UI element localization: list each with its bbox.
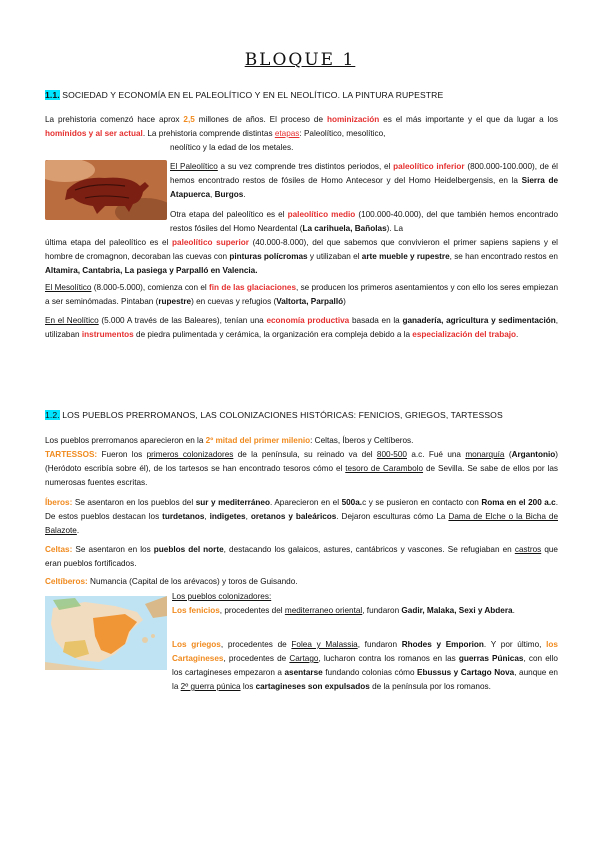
text-span: monarquía xyxy=(465,450,505,459)
text-span: los xyxy=(240,682,256,691)
text-span: . xyxy=(243,190,246,199)
text-span: , aunque en la xyxy=(172,668,558,691)
colonization-map-image xyxy=(45,596,167,670)
section-1-heading xyxy=(45,90,443,100)
text-span: . Y por último, xyxy=(483,640,547,649)
text-span: , procedentes de xyxy=(220,640,292,649)
text-span: hominización xyxy=(326,115,380,124)
text-span: , lucharon contra los romanos en las xyxy=(318,654,459,663)
text-span: Otra etapa del paleolítico es el xyxy=(170,210,288,219)
section-1-heading-text: SOCIEDAD Y ECONOMÍA EN EL PALEOLÍTICO Y EN EL NEOLÍTICO. LA PINTURA RUPESTRE xyxy=(62,90,444,100)
prerroman-intro-paragraph xyxy=(45,434,558,448)
text-span: paleolítico medio xyxy=(287,210,356,219)
text-span: basada en la xyxy=(349,316,403,325)
text-span: . Dejaron esculturas cómo La xyxy=(336,512,449,521)
celtiberos-paragraph xyxy=(45,575,558,589)
text-span: En el Neolítico xyxy=(45,316,99,325)
text-span: , se han encontrado restos en xyxy=(449,252,558,261)
text-span: (100.000-40.000), del que también hemos encontrado restos fósiles del Homo Neardental ( xyxy=(170,210,559,233)
text-span: fin de las glaciaciones xyxy=(209,283,297,292)
prehistory-intro-paragraph xyxy=(45,113,558,141)
fenicios-paragraph xyxy=(172,604,558,618)
text-span: ganadería, agricultura y sedimentación xyxy=(402,316,556,325)
text-span: 2,5 xyxy=(183,115,195,124)
text-span: Celtas: xyxy=(45,545,73,554)
document-title: BLOQUE 1 xyxy=(244,50,356,70)
text-span: Burgos xyxy=(214,190,244,199)
text-span: tesoro de Carambolo xyxy=(345,464,424,473)
text-span: paleolítico superior xyxy=(172,238,249,247)
text-span: . De estos pueblos destacan los xyxy=(45,498,558,521)
tartessos-paragraph xyxy=(45,448,558,490)
text-span: La prehistoria comenzó hace aprox xyxy=(45,115,184,124)
text-span: Íberos: xyxy=(45,498,73,507)
text-span: etapas xyxy=(274,129,300,138)
text-span: ( xyxy=(504,450,512,459)
text-span: de piedra pulimentada y cerámica, la organización era compleja debido a la xyxy=(133,330,413,339)
text-span: rupestre xyxy=(158,297,192,306)
text-span: castros xyxy=(514,545,542,554)
text-span: Celtíberos: xyxy=(45,577,88,586)
text-span: Altamira, Cantabria, La pasiega y Parpalló en Valencia. xyxy=(45,266,258,275)
text-span: los Cartagineses xyxy=(172,640,558,663)
text-span: neolítico y la edad de los metales. xyxy=(170,143,294,152)
text-span: . xyxy=(512,606,515,615)
text-span: ) xyxy=(343,297,346,306)
text-span: Rhodes y Emporion xyxy=(401,640,484,649)
text-span: pinturas polícromas xyxy=(229,252,308,261)
section-2-heading xyxy=(45,410,503,420)
text-span: . xyxy=(516,330,519,339)
text-span: paleolítico inferior xyxy=(393,162,465,171)
text-span: Folea y Malassia xyxy=(291,640,358,649)
text-span: instrumentos xyxy=(81,330,134,339)
text-span: TARTESSOS: xyxy=(45,450,98,459)
iberos-paragraph xyxy=(45,496,558,538)
text-span: ) en cuevas y refugios ( xyxy=(191,297,277,306)
griegos-paragraph xyxy=(172,638,558,694)
text-span: asentarse xyxy=(284,668,323,677)
text-span: 2º guerra púnica xyxy=(180,682,241,691)
text-span: especialización del trabajo xyxy=(412,330,517,339)
text-span: de Sevilla. Se sabe de ellos por las numerosas fuentes escritas. xyxy=(45,464,558,487)
text-span: , xyxy=(210,190,215,199)
paleolithic-superior-paragraph xyxy=(45,236,558,278)
text-span: , procedentes de xyxy=(223,654,290,663)
text-span: 500a. xyxy=(341,498,363,507)
text-span: (8.000-5.000), comienza con el xyxy=(91,283,210,292)
text-span: (40.000-8.000), del que sabemos que convivieron el primer sapiens sapiens y el hombre de cromagnon, decoraban las cuevas con xyxy=(45,238,558,261)
text-span: y utilizaban el xyxy=(307,252,362,261)
text-span: El Mesolítico xyxy=(45,283,92,292)
text-span: a.c. Fué una xyxy=(406,450,466,459)
text-span: , xyxy=(204,512,210,521)
text-span: , destacando los galaicos, astures, cantábricos y vascones. Se refugiaban en xyxy=(223,545,515,554)
mesolithic-paragraph xyxy=(45,281,558,309)
text-span: arte mueble y rupestre xyxy=(361,252,450,261)
section-1-number: 1.1. xyxy=(45,90,60,100)
text-span: Roma en el 200 a.c xyxy=(481,498,556,507)
text-span: . xyxy=(76,526,80,535)
text-span: Cartago xyxy=(289,654,319,663)
celtas-paragraph xyxy=(45,543,558,571)
paleolithic-inferior-paragraph xyxy=(170,160,558,202)
text-span: turdetanos xyxy=(162,512,205,521)
text-span: : Paleolítico, mesolítico, xyxy=(299,129,386,138)
text-span: Los fenicios xyxy=(172,606,220,615)
text-span: El Paleolítico xyxy=(170,162,218,171)
text-span: c y se pusieron en contacto con xyxy=(362,498,482,507)
text-span: ). La xyxy=(386,224,404,233)
text-span: , procedentes del xyxy=(219,606,285,615)
text-span: Sierra de Atapuerca xyxy=(170,176,559,199)
neolithic-paragraph xyxy=(45,314,558,342)
section-2-heading-text: LOS PUEBLOS PRERROMANOS, LAS COLONIZACIONES HISTÓRICAS: FENICIOS, GRIEGOS, TARTESSOS xyxy=(59,410,503,420)
text-span: . La prehistoria comprende distintas xyxy=(142,129,275,138)
text-span: homínidos y al ser actual xyxy=(45,129,143,138)
text-span: Los pueblos colonizadores: xyxy=(172,592,272,601)
text-span: oretanos y baleáricos xyxy=(250,512,337,521)
text-span: (800.000-100.000), de él hemos encontrado restos de fósiles de Homo Antecesor y del Homo Heidelbergensis, en la xyxy=(170,162,558,185)
text-span: Valtorta, Parpalló xyxy=(276,297,344,306)
text-span: , fundaron xyxy=(362,606,402,615)
text-span: guerras Púnicas xyxy=(458,654,524,663)
text-span: Gadir, Malaka, Sexi y Abdera xyxy=(401,606,513,615)
text-span: Los griegos xyxy=(172,640,221,649)
text-span: fundando colonias cómo xyxy=(322,668,418,677)
text-span: ) (Heródoto escribía sobre él), de los tartesos se han encontrado tesoros cómo el xyxy=(45,450,558,473)
section-2-number: 1.2. xyxy=(45,410,60,420)
text-span: cartagineses son expulsados xyxy=(255,682,370,691)
text-span: Ebussus y Cartago Nova xyxy=(417,668,515,677)
text-span: indigetes xyxy=(209,512,246,521)
text-span: de la península, su reinado va del xyxy=(233,450,377,459)
text-span: Argantonio xyxy=(511,450,556,459)
text-span: a su vez comprende tres distintos periodos, el xyxy=(217,162,394,171)
text-span: , se producen los primeros asentamientos y con ello los seres empiezan a ser seminómadas. Pintaban ( xyxy=(45,283,558,306)
text-span: millones de años. El proceso de xyxy=(194,115,327,124)
text-span: de la península por los romanos. xyxy=(369,682,491,691)
text-span: pueblos del norte xyxy=(153,545,224,554)
text-span: , fundaron xyxy=(357,640,402,649)
text-span: última etapa del paleolítico es el xyxy=(45,238,173,247)
cave-painting-image xyxy=(45,160,167,220)
text-span: mediterraneo oriental xyxy=(284,606,363,615)
text-span: Dama de Elche o la Bicha de Balazote xyxy=(45,512,558,535)
text-span: sur y mediterráneo xyxy=(195,498,270,507)
colonizers-title xyxy=(172,590,558,604)
text-span: Se asentaron en los xyxy=(72,545,154,554)
text-span: (5.000 A través de las Baleares), tenían una xyxy=(98,316,267,325)
text-span: primeros colonizadores xyxy=(146,450,234,459)
text-span: Los pueblos prerromanos aparecieron en la xyxy=(45,436,206,445)
text-span: La carihuela, Bañolas xyxy=(302,224,387,233)
text-span: , con ello los cartagineses empezaron a xyxy=(172,654,558,677)
text-span: , utilizaban xyxy=(45,316,558,339)
text-span: es el más importante y el que da lugar a los xyxy=(379,115,559,124)
paleolithic-medio-paragraph xyxy=(170,208,558,236)
text-span: , xyxy=(245,512,251,521)
text-span: 2º mitad del primer milenio xyxy=(205,436,311,445)
prehistory-intro-end xyxy=(170,141,558,155)
text-span: 800-500 xyxy=(376,450,407,459)
text-span: economía productiva xyxy=(266,316,350,325)
text-span: Fueron los xyxy=(97,450,147,459)
text-span: que eran pueblos fortificados. xyxy=(45,545,558,568)
text-span: Numancia (Capital de los arévacos) y toros de Guisando. xyxy=(87,577,298,586)
text-span: : Celtas, Íberos y Celtíberos. xyxy=(310,436,414,445)
text-span: Se asentaron en los pueblos del xyxy=(72,498,196,507)
text-span: . Aparecieron en el xyxy=(269,498,342,507)
